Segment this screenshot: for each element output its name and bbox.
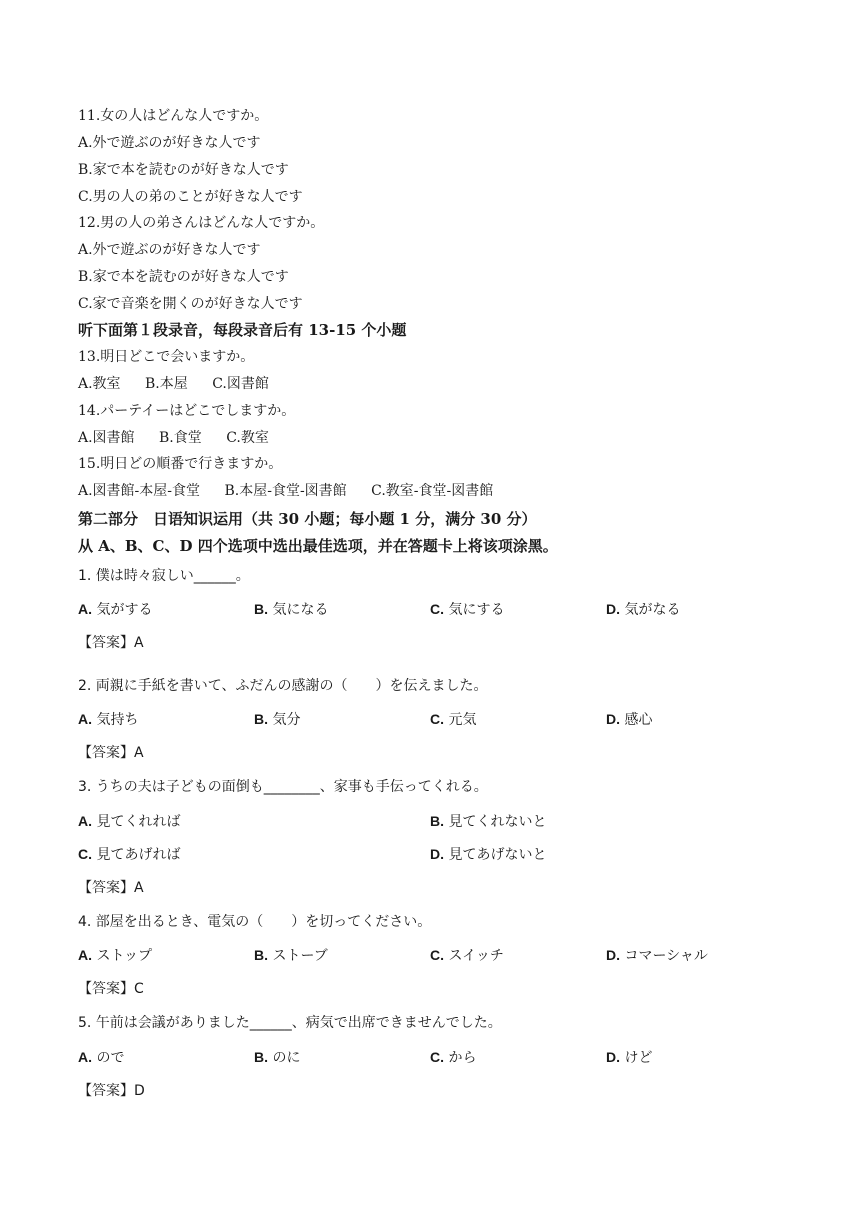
question-15-stem: 15.明日どの順番で行きますか。 <box>78 456 283 472</box>
question-3-option-d: D. 見てあげないと <box>430 846 547 863</box>
question-3-option-a: A. 見てくれれば <box>78 813 181 830</box>
question-5-answer: 【答案】D <box>78 1083 145 1099</box>
question-2-stem: 2. 両親に手紙を書いて、ふだんの感謝の（ ）を伝えました。 <box>78 678 488 694</box>
question-3-option-c: C. 見てあげれば <box>78 846 181 863</box>
question-14-option-a: A.図書館 <box>78 430 135 446</box>
question-15-options <box>78 481 493 501</box>
question-13-option-b: B.本屋 <box>145 376 188 392</box>
question-3-option-b: B. 見てくれないと <box>430 813 547 830</box>
part2-instruction: 从 A、B、C、D 四个选项中选出最佳选项，并在答题卡上将该项涂黑。 <box>78 537 558 555</box>
question-12-stem: 12.男の人の弟さんはどんな人ですか。 <box>78 215 325 231</box>
question-2-option-d: D. 感心 <box>606 711 653 728</box>
question-1-option-c: C. 気にする <box>430 601 505 618</box>
question-13-option-a: A.教室 <box>78 376 121 392</box>
question-11-option-b: B.家で本を読むのが好きな人です <box>78 162 289 178</box>
question-4-answer: 【答案】C <box>78 981 144 997</box>
question-2-option-b: B. 気分 <box>254 711 301 728</box>
question-1-stem: 1. 僕は時々寂しい______。 <box>78 568 250 584</box>
question-1-option-a: A. 気がする <box>78 601 153 618</box>
question-12-option-a: A.外で遊ぶのが好きな人です <box>78 242 261 258</box>
question-4-option-b: B. ストーブ <box>254 947 328 964</box>
question-4-option-c: C. スイッチ <box>430 947 504 964</box>
question-11-option-a: A.外で遊ぶのが好きな人です <box>78 135 261 151</box>
question-15-option-c: C.教室-食堂-図書館 <box>371 483 494 499</box>
question-14-option-b: B.食堂 <box>159 430 202 446</box>
question-3-stem: 3. うちの夫は子どもの面倒も________、家事も手伝ってくれる。 <box>78 779 488 795</box>
question-15-option-a: A.図書館-本屋-食堂 <box>78 483 201 499</box>
question-5-option-d: D. けど <box>606 1049 653 1066</box>
question-11-stem: 11.女の人はどんな人ですか。 <box>78 108 269 124</box>
question-2-answer: 【答案】A <box>78 745 144 761</box>
listening-section-heading: 听下面第１段录音，每段录音后有 13-15 个小题 <box>78 321 407 339</box>
question-13-option-c: C.図書館 <box>212 376 269 392</box>
question-14-stem: 14.パーテイーはどこでしますか。 <box>78 403 296 419</box>
part2-heading: 第二部分 日语知识运用（共 30 小题；每小题 1 分，满分 30 分） <box>78 510 537 528</box>
question-2-option-c: C. 元気 <box>430 711 477 728</box>
question-1-option-d: D. 気がなる <box>606 601 681 618</box>
question-14-option-c: C.教室 <box>226 430 269 446</box>
question-5-stem: 5. 午前は会議がありました______、病気で出席できませんでした。 <box>78 1015 502 1031</box>
question-5-option-b: B. のに <box>254 1049 301 1066</box>
question-12-option-c: C.家で音楽を開くのが好きな人です <box>78 296 303 312</box>
question-1-option-b: B. 気になる <box>254 601 329 618</box>
question-13-stem: 13.明日どこで会いますか。 <box>78 349 255 365</box>
question-11-option-c: C.男の人の弟のことが好きな人です <box>78 189 303 205</box>
question-13-options <box>78 374 269 394</box>
question-5-option-a: A. ので <box>78 1049 125 1066</box>
question-5-option-c: C. から <box>430 1049 477 1066</box>
question-14-options <box>78 428 269 448</box>
question-15-option-b: B.本屋-食堂-図書館 <box>224 483 347 499</box>
question-2-option-a: A. 気持ち <box>78 711 139 728</box>
question-12-option-b: B.家で本を読むのが好きな人です <box>78 269 289 285</box>
question-4-option-d: D. コマーシャル <box>606 947 708 964</box>
question-3-answer: 【答案】A <box>78 880 144 896</box>
question-4-option-a: A. ストップ <box>78 947 153 964</box>
question-4-stem: 4. 部屋を出るとき、電気の（ ）を切ってください。 <box>78 914 432 930</box>
question-1-answer: 【答案】A <box>78 635 144 651</box>
